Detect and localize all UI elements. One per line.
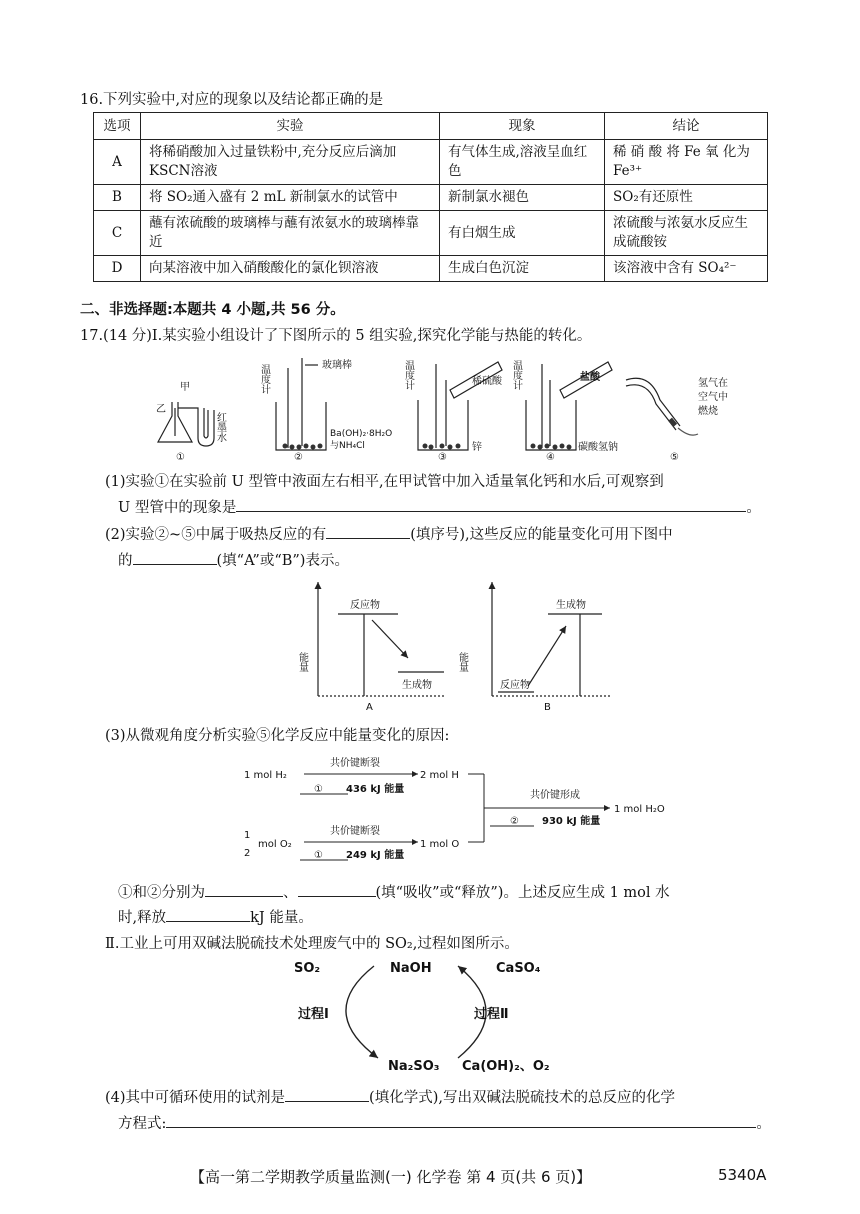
label-thermometer-2: 温度计 — [258, 364, 270, 394]
label-930: 930 kJ 能量 — [542, 816, 601, 827]
period: 。 — [756, 1116, 771, 1132]
answer-blank-2a[interactable] — [326, 524, 410, 539]
col-header-experiment: 实验 — [141, 113, 440, 140]
q17-part4-line2 — [118, 1112, 771, 1133]
ylabel-b: 能量 — [456, 652, 468, 672]
beaker-4 — [526, 400, 576, 450]
label-caoh2-o2: Ca(OH)₂、O₂ — [462, 1059, 550, 1074]
label-bond-form: 共价键形成 — [530, 790, 580, 801]
q17-part3-line3 — [118, 906, 313, 927]
q17-intro: 17.(14 分)Ⅰ.某实验小组设计了下图所示的 5 组实验,探究化学能与热能的转化。 — [80, 328, 592, 344]
label-nahco3: 碳酸氢钠 — [578, 442, 618, 453]
label-process-1: 过程Ⅰ — [298, 1007, 329, 1022]
label-b-bottom: 反应物 — [500, 680, 530, 691]
q17-part2-line1 — [105, 523, 673, 544]
label-circle-1a: ① — [314, 784, 323, 795]
col-header-phenomenon: 现象 — [440, 113, 605, 140]
answer-blank-4a[interactable] — [285, 1087, 369, 1102]
q17-part1-line1: (1)实验①在实验前 U 型管中液面左右相平,在甲试管中加入适量氧化钙和水后,可观察到 — [105, 474, 664, 490]
label-jia: 甲 — [180, 382, 190, 393]
bond-energy-diagram — [238, 752, 678, 864]
page-footer: 【高一第二学期教学质量监测(一) 化学卷 第 4 页(共 6 页)】 — [190, 1168, 592, 1186]
label-thermometer-4: 温度计 — [510, 360, 522, 390]
cell-conclusion: 稀 硝 酸 将 Fe 氧 化为 Fe³⁺ — [605, 140, 768, 185]
label-1mol-h2: 1 mol H₂ — [244, 770, 287, 781]
cell-experiment: 将稀硝酸加入过量铁粉中,充分反应后滴加KSCN溶液 — [141, 140, 440, 185]
cell-experiment: 蘸有浓硫酸的玻璃棒与蘸有浓氨水的玻璃棒靠近 — [141, 211, 440, 256]
label-a-bottom: 生成物 — [402, 680, 432, 691]
q16-table — [93, 112, 768, 282]
q17-part4-text2: (填化学式),写出双碱法脱硫技术的总反应的化学 — [369, 1090, 675, 1106]
col-header-conclusion: 结论 — [605, 113, 768, 140]
label-b: B — [544, 702, 551, 713]
q17-part1-prompt: U 型管中的现象是 — [118, 500, 237, 516]
cell-conclusion: 该溶液中含有 SO₄²⁻ — [605, 256, 768, 282]
q17-part3-text4: 时,释放 — [118, 910, 167, 926]
q17-part2-text4: (填“A”或“B”)表示。 — [216, 553, 349, 569]
label-n1: ① — [176, 452, 185, 463]
energy-diagrams — [298, 576, 618, 712]
q17-part2-text2: (填序号),这些反应的能量变化可用下图中 — [410, 527, 673, 543]
answer-blank-3a[interactable] — [205, 882, 283, 897]
q17-part3-line1: (3)从微观角度分析实验⑤化学反应中能量变化的原因: — [105, 728, 450, 744]
cell-option: B — [94, 185, 141, 211]
ylabel-a: 能量 — [296, 652, 308, 672]
label-na2so3: Na₂SO₃ — [388, 1059, 440, 1074]
q17-part2-text3: 的 — [118, 553, 133, 569]
answer-blank-1[interactable] — [236, 497, 746, 512]
label-h2-3: 燃烧 — [698, 406, 718, 417]
label-n2: ② — [294, 452, 303, 463]
label-n4: ④ — [546, 452, 555, 463]
q17-part2-text1: (2)实验②~⑤中属于吸热反应的有 — [105, 527, 327, 543]
cell-phenomenon: 生成白色沉淀 — [440, 256, 605, 282]
label-half-num: 1 — [244, 830, 251, 841]
label-zinc: 锌 — [472, 442, 482, 453]
table-header-row — [94, 113, 768, 140]
q17-part3-text5: kJ 能量。 — [250, 910, 313, 926]
label-a: A — [366, 702, 373, 713]
label-dilute-h2so4: 稀硫酸 — [472, 376, 502, 387]
answer-blank-4b[interactable] — [166, 1113, 756, 1128]
table-row — [94, 211, 768, 256]
period: 。 — [746, 500, 761, 516]
cell-option: D — [94, 256, 141, 282]
cell-experiment: 向某溶液中加入硝酸酸化的氯化钡溶液 — [141, 256, 440, 282]
label-1mol-h2o: 1 mol H₂O — [614, 804, 665, 815]
label-circle-2: ② — [510, 816, 519, 827]
label-half-den: 2 — [244, 848, 251, 859]
label-naoh: NaOH — [390, 961, 432, 976]
paper-code: 5340A — [718, 1166, 767, 1184]
label-b-top: 生成物 — [556, 600, 586, 611]
section-2-heading: 二、非选择题:本题共 4 小题,共 56 分。 — [80, 302, 345, 318]
table-row — [94, 256, 768, 282]
beaker-3 — [418, 400, 468, 450]
label-n5: ⑤ — [670, 452, 679, 463]
cell-phenomenon: 有白烟生成 — [440, 211, 605, 256]
table-row — [94, 185, 768, 211]
beaker-2 — [276, 402, 326, 450]
col-header-option: 选项 — [94, 113, 141, 140]
label-hcl: 盐酸 — [580, 372, 600, 383]
label-baoh: Ba(OH)₂·8H₂O — [330, 429, 393, 439]
label-yi: 乙 — [156, 404, 166, 415]
cell-phenomenon: 新制氯水褪色 — [440, 185, 605, 211]
answer-blank-3c[interactable] — [166, 907, 250, 922]
label-caso4: CaSO₄ — [496, 961, 541, 976]
label-circle-1b: ① — [314, 850, 323, 861]
q17-part4-text1: (4)其中可循环使用的试剂是 — [105, 1090, 286, 1106]
q17-part4-text3: 方程式: — [118, 1116, 167, 1132]
q17-part3-text3: (填“吸收”或“释放”)。上述反应生成 1 mol 水 — [375, 885, 670, 901]
q17-part1-line2 — [118, 496, 761, 517]
label-hongmoshui: 红墨水 — [214, 412, 226, 442]
label-bond-break-2: 共价键断裂 — [330, 826, 380, 837]
label-a-top: 反应物 — [350, 600, 380, 611]
q17-part3-text2: 、 — [283, 885, 298, 901]
label-249: 249 kJ 能量 — [346, 850, 405, 861]
q17-part2-line2 — [118, 549, 349, 570]
label-glass-rod: 玻璃棒 — [322, 360, 352, 371]
table-row — [94, 140, 768, 185]
cell-conclusion: 浓硫酸与浓氨水反应生成硫酸铵 — [605, 211, 768, 256]
label-thermometer-3: 温度计 — [402, 360, 414, 390]
apparatus-figure — [150, 350, 750, 462]
q17-part-ii-intro: Ⅱ.工业上可用双碱法脱硫技术处理废气中的 SO₂,过程如图所示。 — [105, 936, 519, 952]
label-h2-2: 空气中 — [698, 392, 728, 403]
cell-conclusion: SO₂有还原性 — [605, 185, 768, 211]
cell-option: C — [94, 211, 141, 256]
label-2mol-h: 2 mol H — [420, 770, 459, 781]
label-h2-1: 氢气在 — [698, 378, 728, 389]
arc-left — [346, 966, 378, 1058]
label-n3: ③ — [438, 452, 447, 463]
answer-blank-2b[interactable] — [133, 550, 217, 565]
label-bond-break-1: 共价键断裂 — [330, 758, 380, 769]
label-process-2: 过程Ⅱ — [474, 1007, 509, 1022]
q17-part4-line1 — [105, 1086, 675, 1107]
cell-phenomenon: 有气体生成,溶液呈血红色 — [440, 140, 605, 185]
q17-part3-text1: ①和②分别为 — [118, 885, 205, 901]
label-so2: SO₂ — [294, 961, 321, 976]
cell-experiment: 将 SO₂通入盛有 2 mL 新制氯水的试管中 — [141, 185, 440, 211]
q17-part3-line2 — [118, 881, 670, 902]
answer-blank-3b[interactable] — [298, 882, 376, 897]
label-436: 436 kJ 能量 — [346, 784, 405, 795]
double-alkali-cycle — [290, 954, 580, 1074]
label-mol-o2: mol O₂ — [258, 839, 292, 850]
cell-option: A — [94, 140, 141, 185]
label-nh4cl: 与NH₄Cl — [330, 441, 365, 451]
label-1mol-o: 1 mol O — [420, 839, 460, 850]
q16-stem: 16.下列实验中,对应的现象以及结论都正确的是 — [80, 92, 384, 108]
